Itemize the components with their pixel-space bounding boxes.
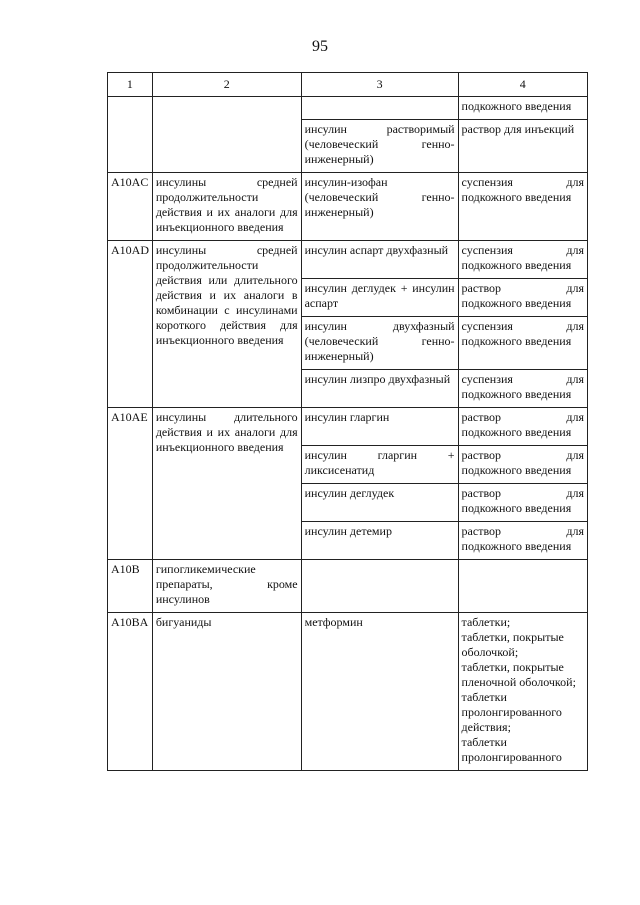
group-name-cell: инсулины длительного действия и их аналоги для инъекционного введения [152,408,301,560]
form-cell: суспензия для подкожного введения [458,241,587,279]
table-header [108,73,588,97]
drug-cell [301,97,458,120]
drug-cell: инсулин детемир [301,522,458,560]
form-cell: раствор для подкожного введения [458,522,587,560]
header-col-3: 3 [301,73,458,97]
form-cell [458,560,587,613]
atc-code-cell: A10B [108,560,153,613]
table-body [108,97,588,771]
drug-cell: инсулин гларгин [301,408,458,446]
atc-code-cell: A10AE [108,408,153,560]
group-name-cell: гипогликемические препараты, кроме инсулинов [152,560,301,613]
drug-cell: инсулин двухфазный (человеческий генно-инженерный) [301,317,458,370]
drug-cell: инсулин гларгин + ликсисенатид [301,446,458,484]
form-cell: суспензия для подкожного введения [458,173,587,241]
drug-cell: инсулин деглудек + инсулин аспарт [301,279,458,317]
atc-code-cell: A10AC [108,173,153,241]
drug-cell: инсулин растворимый (человеческий генно-инженерный) [301,120,458,173]
drug-cell: инсулин аспарт двухфазный [301,241,458,279]
form-cell: раствор для инъекций [458,120,587,173]
form-cell: суспензия для подкожного введения [458,370,587,408]
page-number: 95 [312,38,328,55]
drug-cell: инсулин лизпро двухфазный [301,370,458,408]
drug-cell: инсулин-изофан (человеческий генно-инженерный) [301,173,458,241]
header-col-2: 2 [152,73,301,97]
drug-cell: инсулин деглудек [301,484,458,522]
table-row [108,173,588,241]
group-name-cell [152,97,301,173]
table-row [108,560,588,613]
table-row [108,241,588,279]
form-cell: подкожного введения [458,97,587,120]
medicines-table [107,72,588,771]
drug-cell: метформин [301,613,458,771]
table-row [108,408,588,446]
form-cell: раствор для подкожного введения [458,279,587,317]
form-cell: таблетки; таблетки, покрытые оболочкой; таблетки, покрытые пленочной оболочкой; таблетки пролонгированного действия; таблетки пролонгированного [458,613,587,771]
form-cell: суспензия для подкожного введения [458,317,587,370]
table-row [108,613,588,771]
atc-code-cell: A10AD [108,241,153,408]
form-cell: раствор для подкожного введения [458,446,587,484]
header-row [108,73,588,97]
table-row [108,97,588,120]
form-cell: раствор для подкожного введения [458,408,587,446]
form-cell: раствор для подкожного введения [458,484,587,522]
atc-code-cell [108,97,153,173]
group-name-cell: инсулины средней продолжительности действия или длительного действия и их аналоги в комбинации с инсулинами короткого действия для инъекционного введения [152,241,301,408]
group-name-cell: инсулины средней продолжительности действия и их аналоги для инъекционного введения [152,173,301,241]
drug-cell [301,560,458,613]
header-col-4: 4 [458,73,587,97]
atc-code-cell: A10BA [108,613,153,771]
header-col-1: 1 [108,73,153,97]
group-name-cell: бигуаниды [152,613,301,771]
